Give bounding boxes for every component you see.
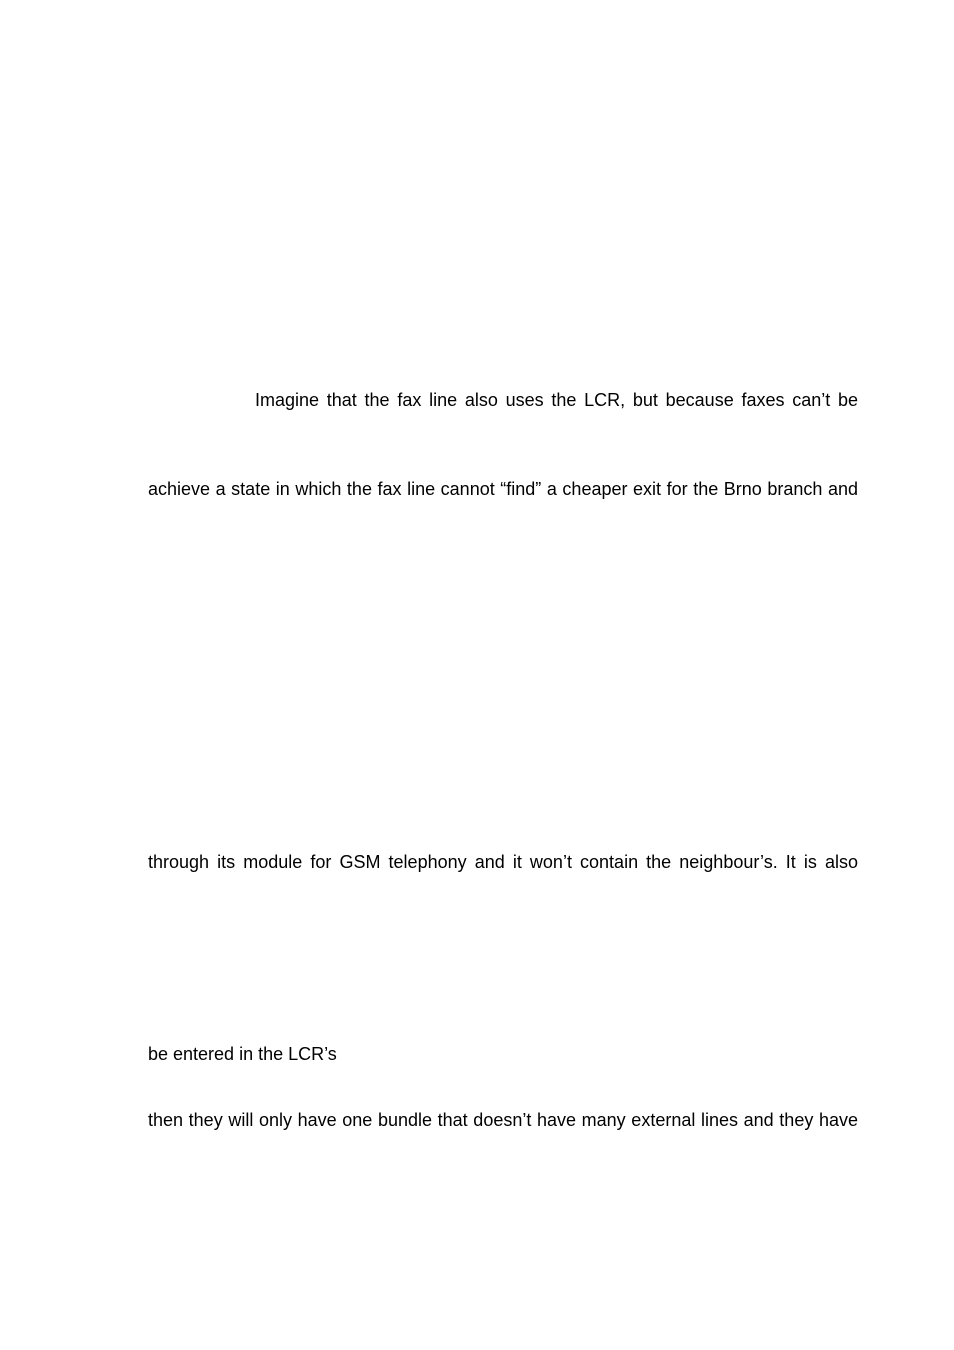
text-line-5: then they will only have one bundle that doesn’t have many external lines and they have (148, 1110, 858, 1130)
text-line-2: achieve a state in which the fax line cannot “find” a cheaper exit for the Brno branch and (148, 479, 858, 499)
text-line-3: through its module for GSM telephony and it won’t contain the neighbour’s. It is also (148, 852, 858, 872)
text-line-1: Imagine that the fax line also uses the LCR, but because faxes can’t be (255, 390, 858, 410)
text-line-4: be entered in the LCR’s (148, 1044, 337, 1064)
